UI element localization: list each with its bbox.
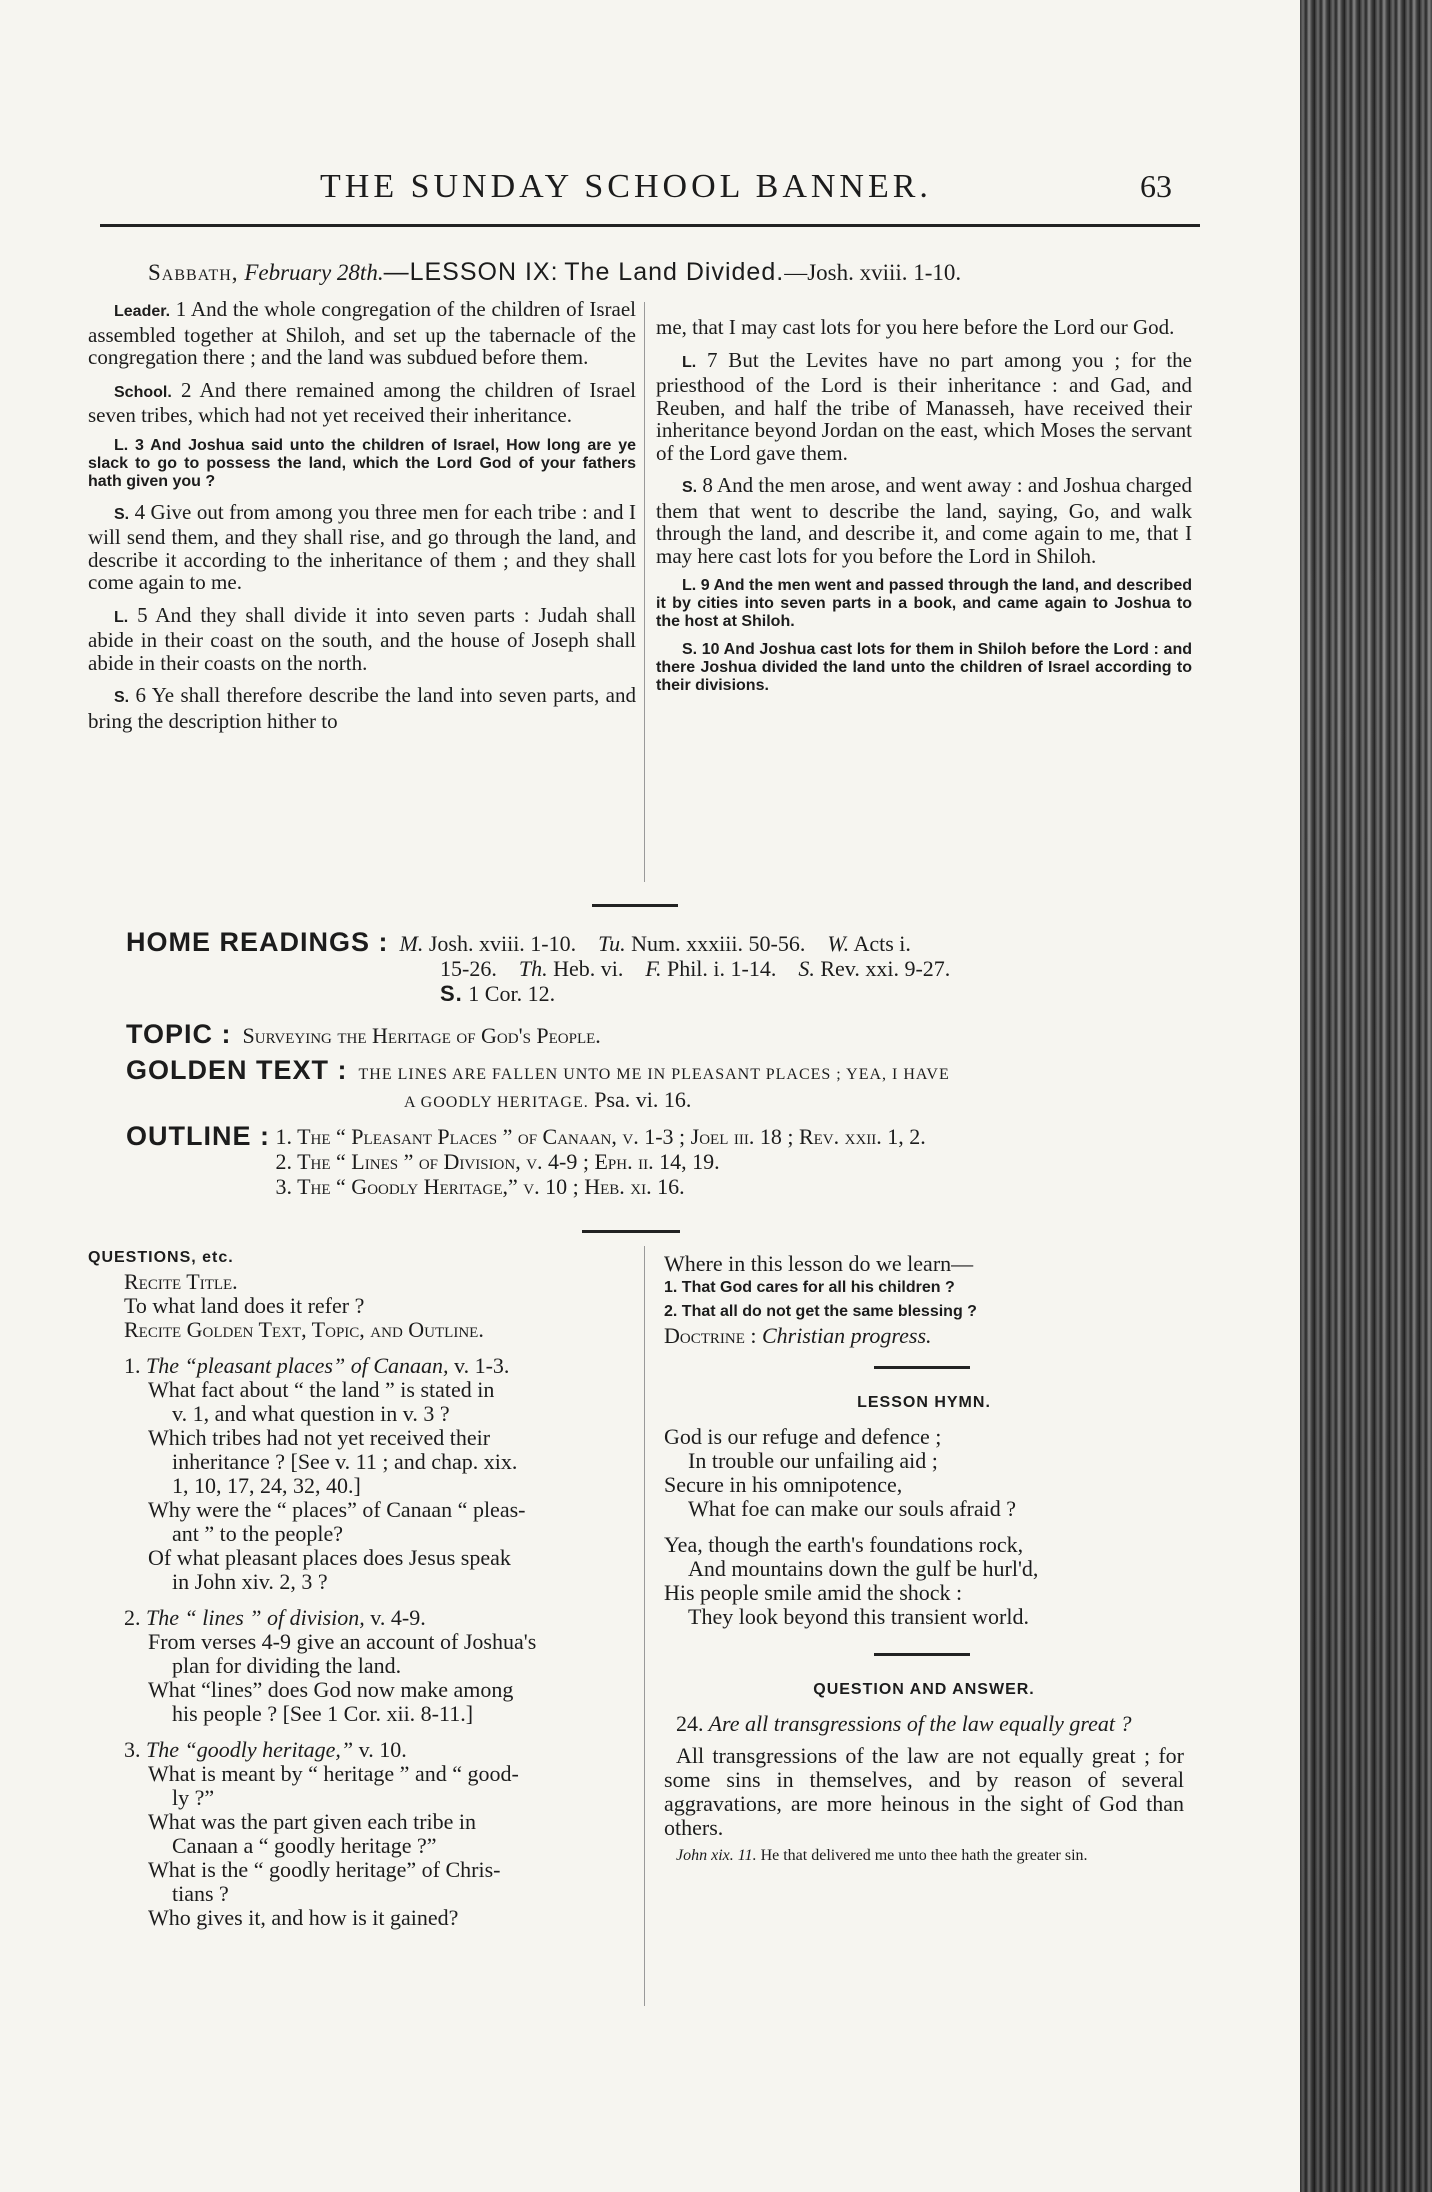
hymn-line: And mountains down the gulf be hurl'd, — [688, 1556, 1039, 1581]
verse — [656, 349, 1192, 465]
reading-day: Tu. — [598, 931, 626, 956]
verse — [88, 298, 636, 369]
fore-edge-shading — [1300, 0, 1432, 2192]
lesson-heading — [148, 258, 1168, 287]
right-lower-column — [664, 1252, 1184, 1865]
lesson-colon: : — [550, 258, 559, 286]
questions-heading: QUESTIONS, etc. — [88, 1249, 234, 1266]
section-rule — [874, 1653, 970, 1656]
qa-heading: QUESTION AND ANSWER. — [813, 1681, 1035, 1698]
verse-text: 1 And the whole congregation of the children of Israel assembled together at Shiloh, and set up the tabernacle of the congregation there ; and the land was subdued before them. — [88, 297, 636, 369]
hymn-line: What foe can make our souls afraid ? — [688, 1496, 1017, 1521]
qa-question — [664, 1712, 1184, 1736]
question-section-title — [88, 1354, 628, 1378]
question: inheritance ? [See v. 11 ; and chap. xix. — [172, 1449, 518, 1474]
questions-column — [88, 1246, 628, 1930]
lesson-day: Sabbath, — [148, 260, 239, 285]
verse — [88, 604, 636, 675]
reading-ref: Num. xxxiii. 50-56. — [625, 931, 806, 956]
qa-ref-text: He that delivered me unto thee hath the greater sin. — [756, 1847, 1088, 1864]
lesson-topic: The Land Divided. — [564, 258, 785, 286]
learn-item: 1. That God cares for all his children ? — [664, 1279, 955, 1296]
question: What was the part given each tribe in — [148, 1809, 477, 1834]
verse-speaker: L. — [682, 353, 697, 371]
page-number: 63 — [1140, 168, 1172, 204]
reading-ref: Heb. vi. — [547, 956, 624, 981]
learn-item: 2. That all do not get the same blessing ? — [664, 1303, 977, 1320]
verse-text: 9 And the men went and passed through the land, and described it by cities into seven parts in a book, and came again to Joshua to the host at Shiloh. — [656, 577, 1192, 630]
verse-text: 2 And there remained among the children of Israel seven tribes, which had not yet received their inheritance. — [88, 377, 636, 427]
verse-text: 10 And Joshua cast lots for them in Shiloh before the Lord : and there Joshua divided the land unto the children of Israel according to their divisions. — [656, 641, 1192, 694]
reading-ref: 15-26. — [440, 956, 497, 981]
column-divider — [644, 1246, 645, 2006]
qa-number: 24. — [676, 1711, 704, 1736]
question: Why were the “ places” of Canaan “ pleas- — [148, 1497, 526, 1522]
section-rule — [582, 1230, 680, 1233]
hymn-line: Yea, though the earth's foundations rock, — [664, 1532, 1024, 1557]
verse — [656, 316, 1192, 339]
lesson-reference: —Josh. xviii. 1-10. — [784, 260, 962, 285]
verse — [88, 379, 636, 427]
verse-speaker: L. — [682, 577, 697, 594]
section-ref: v. 4-9. — [364, 1605, 426, 1630]
home-readings — [126, 927, 951, 1006]
verse-speaker: School. — [114, 383, 172, 401]
section-rule — [592, 904, 678, 907]
doctrine-label: Doctrine : — [664, 1323, 757, 1348]
verse-speaker: S. — [682, 479, 698, 496]
reading-day: W. — [827, 931, 850, 956]
outline-item: 2. The “ Lines ” of Division, v. 4-9 ; Eph. ii. 14, 19. — [275, 1149, 720, 1174]
reading-ref: 1 Cor. 12. — [462, 981, 556, 1006]
scripture-left-column — [88, 298, 636, 742]
question: his people ? [See 1 Cor. xii. 8-11.] — [172, 1701, 474, 1726]
reading-day: F. — [645, 956, 662, 981]
question: in John xiv. 2, 3 ? — [172, 1569, 328, 1594]
reading-ref: Josh. xviii. 1-10. — [423, 931, 577, 956]
verse-speaker: S. — [114, 505, 130, 523]
learn-intro: Where in this lesson do we learn— — [664, 1251, 974, 1276]
outline-item: 3. The “ Goodly Heritage,” v. 10 ; Heb. xi. 16. — [275, 1174, 685, 1199]
verse-speaker: Leader. — [114, 303, 171, 320]
running-header-title: THE SUNDAY SCHOOL BANNER. — [320, 168, 932, 205]
question: tians ? — [172, 1881, 229, 1906]
question: Of what pleasant places does Jesus speak — [148, 1545, 511, 1570]
qa-reference — [664, 1846, 1184, 1865]
hymn-line: They look beyond this transient world. — [688, 1604, 1029, 1629]
verse — [656, 474, 1192, 567]
hymn-line: His people smile amid the shock : — [664, 1580, 963, 1605]
question: Recite Title. — [124, 1269, 238, 1294]
reading-day: S. — [440, 981, 463, 1006]
question: ly ?” — [172, 1785, 215, 1810]
section-rule — [874, 1366, 970, 1369]
question: 1, 10, 17, 24, 32, 40.] — [172, 1473, 361, 1498]
golden-text-line1: THE LINES ARE FALLEN UNTO ME IN PLEASANT PLACES ; YEA, I HAVE — [358, 1066, 950, 1083]
qa-question-text: Are all transgressions of the law equally great ? — [703, 1711, 1132, 1736]
verse-speaker: S. — [682, 641, 698, 658]
topic-text: Surveying the Heritage of God's People. — [242, 1023, 601, 1048]
section-number: 3. — [124, 1737, 141, 1762]
question: plan for dividing the land. — [172, 1653, 402, 1678]
question: From verses 4-9 give an account of Joshua's — [148, 1629, 537, 1654]
section-title: The “goodly heritage,” — [146, 1737, 354, 1762]
hymn-heading: LESSON HYMN. — [857, 1394, 991, 1411]
lesson-date: February 28th. — [244, 260, 384, 285]
outline-item: 1. The “ Pleasant Places ” of Canaan, v. 1-3 ; Joel iii. 18 ; Rev. xxii. 1, 2. — [275, 1124, 926, 1149]
section-title: The “ lines ” of division, — [146, 1605, 365, 1630]
outline-label: OUTLINE : — [126, 1121, 270, 1151]
section-title: The “pleasant places” of Canaan, — [146, 1353, 449, 1378]
question: What is the “ goodly heritage” of Chris- — [148, 1857, 501, 1882]
question: Canaan a “ goodly heritage ?” — [172, 1833, 437, 1858]
verse-text: 3 And Joshua said unto the children of Israel, How long are ye slack to go to possess the land, which the Lord God of your fathers hath given you ? — [88, 436, 636, 490]
verse-speaker: L. — [114, 436, 129, 454]
verse-bold — [656, 577, 1192, 631]
doctrine-value: Christian progress. — [756, 1323, 932, 1348]
reading-day: S. — [798, 956, 815, 981]
verse — [88, 501, 636, 594]
question-section-title — [88, 1738, 628, 1762]
verse-text: 5 And they shall divide it into seven parts : Judah shall abide in their coast on the south, and the house of Joseph shall abide in their coasts on the north. — [88, 602, 636, 675]
verse-bold — [88, 437, 636, 491]
section-number: 1. — [124, 1353, 141, 1378]
section-ref: v. 10. — [353, 1737, 407, 1762]
outline — [126, 1121, 926, 1199]
question: What fact about “ the land ” is stated in — [148, 1377, 495, 1402]
verse-text: 8 And the men arose, and went away : and Joshua charged them that went to describe the land, saying, Go, and walk through the land, and describe it, and come again to me, that I may here cast lots for you before the Lord in Shiloh. — [656, 473, 1192, 568]
lesson-number: —LESSON IX — [383, 258, 551, 286]
hymn-line: In trouble our unfailing aid ; — [688, 1448, 938, 1473]
reading-ref: Rev. xxi. 9-27. — [814, 956, 951, 981]
qa-answer: All transgressions of the law are not equally great ; for some sins in themselves, and by reason of several aggravations, are more heinous in the sight of God than others. — [664, 1743, 1184, 1840]
question: Who gives it, and how is it gained? — [148, 1905, 459, 1930]
reading-day: M. — [399, 931, 424, 956]
question: Which tribes had not yet received their — [148, 1425, 491, 1450]
verse-text: 4 Give out from among you three men for each tribe : and I will send them, and they shall rise, and go through the land, and describe it according to the inheritance of them ; and they shall come again to me. — [88, 499, 636, 594]
qa-ref-label: John xix. 11. — [676, 1847, 757, 1864]
home-readings-label: HOME READINGS : — [126, 927, 389, 957]
reading-ref: Phil. i. 1-14. — [661, 956, 777, 981]
question: What is meant by “ heritage ” and “ good- — [148, 1761, 519, 1786]
verse-text: 7 But the Levites have no part among you ; for the priesthood of the Lord is their inheritance : and Gad, and Reuben, and half the tribe of Manasseh, have received their inheritance beyond Jordan on the east, which Moses the servant of the Lord gave them. — [656, 347, 1192, 465]
golden-text — [126, 1055, 950, 1115]
verse-bold — [656, 641, 1192, 695]
question: ant ” to the people? — [172, 1521, 344, 1546]
reading-day: Th. — [518, 956, 548, 981]
hymn-line: Secure in his omnipotence, — [664, 1472, 903, 1497]
hymn-line: God is our refuge and defence ; — [664, 1424, 942, 1449]
reading-ref: Acts i. — [849, 931, 911, 956]
question-section-title — [88, 1606, 628, 1630]
golden-text-ref: Psa. vi. 16. — [588, 1087, 692, 1112]
golden-text-label: GOLDEN TEXT : — [126, 1055, 348, 1085]
column-divider — [644, 302, 645, 882]
question: v. 1, and what question in v. 3 ? — [172, 1401, 450, 1426]
question: Recite Golden Text, Topic, and Outline. — [124, 1317, 484, 1342]
section-ref: v. 1-3. — [448, 1353, 510, 1378]
verse-text: 6 Ye shall therefore describe the land into seven parts, and bring the description hither to — [88, 683, 636, 733]
topic-label: TOPIC : — [126, 1019, 232, 1049]
header-rule — [100, 224, 1200, 227]
scripture-right-column — [656, 316, 1192, 705]
verse-text: me, that I may cast lots for you here before the Lord our God. — [656, 315, 1175, 339]
verse-speaker: L. — [114, 608, 129, 626]
verse — [88, 684, 636, 732]
verse-speaker: S. — [114, 689, 130, 706]
question: What “lines” does God now make among — [148, 1677, 514, 1702]
section-number: 2. — [124, 1605, 141, 1630]
topic-line — [126, 1019, 601, 1049]
golden-text-line2: A GOODLY HERITAGE. — [404, 1094, 589, 1111]
question: To what land does it refer ? — [124, 1293, 365, 1318]
